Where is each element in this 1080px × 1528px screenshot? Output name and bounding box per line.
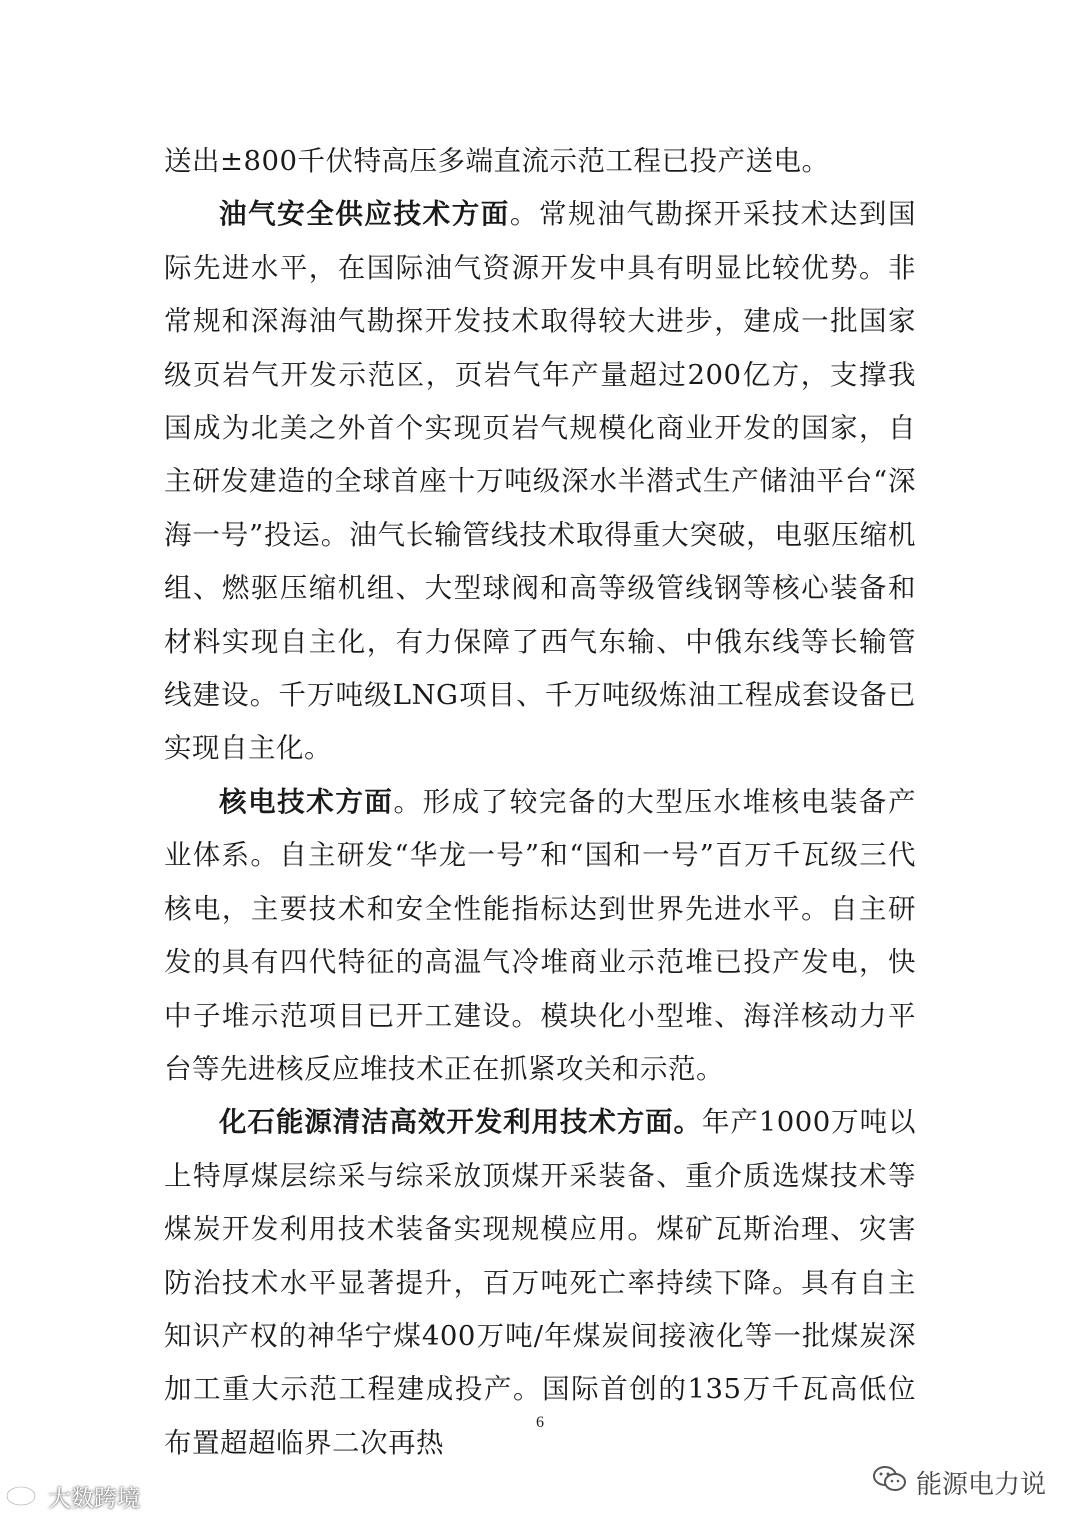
paragraph-oil-gas <box>164 188 916 775</box>
paragraph-heading: 核电技术方面 <box>219 785 394 818</box>
paragraph-text: 送出±800千伏特高压多端直流示范工程已投产送电。 <box>164 145 830 177</box>
watermark-right <box>872 1462 1046 1502</box>
watermark-right-text: 能源电力说 <box>915 1469 1046 1500</box>
page-number: 6 <box>536 1414 544 1431</box>
paragraph-continuation <box>164 135 916 188</box>
weibo-logo-icon <box>4 1478 42 1514</box>
watermark-left <box>4 1478 140 1514</box>
watermark-left-text: 大数跨境 <box>48 1485 140 1512</box>
paragraph-nuclear <box>164 776 916 1096</box>
paragraph-heading: 化石能源清洁高效开发利用技术方面。 <box>219 1106 702 1139</box>
wechat-logo-icon <box>872 1464 908 1501</box>
paragraph-text: 年产1000万吨以上特厚煤层综采与综采放顶煤开采装备、重介质选煤技术等煤炭开发利用技术装备实现规模应用。煤矿瓦斯治理、灾害防治技术水平显著提升，百万吨死亡率持续下降。具有自主知识产权的神华宁煤400万吨/年煤炭间接液化等一批煤炭深加工重大示范工程建成投产。国际首创的135万千瓦高低位布置超超临界二次再热 <box>164 1106 916 1459</box>
paragraph-text: 。常规油气勘探开采技术达到国际先进水平，在国际油气资源开发中具有明显比较优势。非常规和深海油气勘探开发技术取得较大进步，建成一批国家级页岩气开发示范区，页岩气年产量超过200亿方，支撑我国成为北美之外首个实现页岩气规模化商业开发的国家，自主研发建造的全球首座十万吨级深水半潜式生产储油平台“深海一号”投运。油气长输管线技术取得重大突破，电驱压缩机组、燃驱压缩机组、大型球阀和高等级管线钢等核心装备和材料实现自主化，有力保障了西气东输、中俄东线等长输管线建设。千万吨级LNG项目、千万吨级炼油工程成套设备已实现自主化。 <box>164 198 917 765</box>
paragraph-text: 。形成了较完备的大型压水堆核电装备产业体系。自主研发“华龙一号”和“国和一号”百万千瓦级三代核电，主要技术和安全性能指标达到世界先进水平。自主研发的具有四代特征的高温气冷堆商业示范堆已投产发电，快中子堆示范项目已开工建设。模块化小型堆、海洋核动力平台等先进核反应堆技术正在抓紧攻关和示范。 <box>164 785 917 1085</box>
paragraph-heading: 油气安全供应技术方面 <box>219 198 510 231</box>
body-text <box>164 135 916 1470</box>
